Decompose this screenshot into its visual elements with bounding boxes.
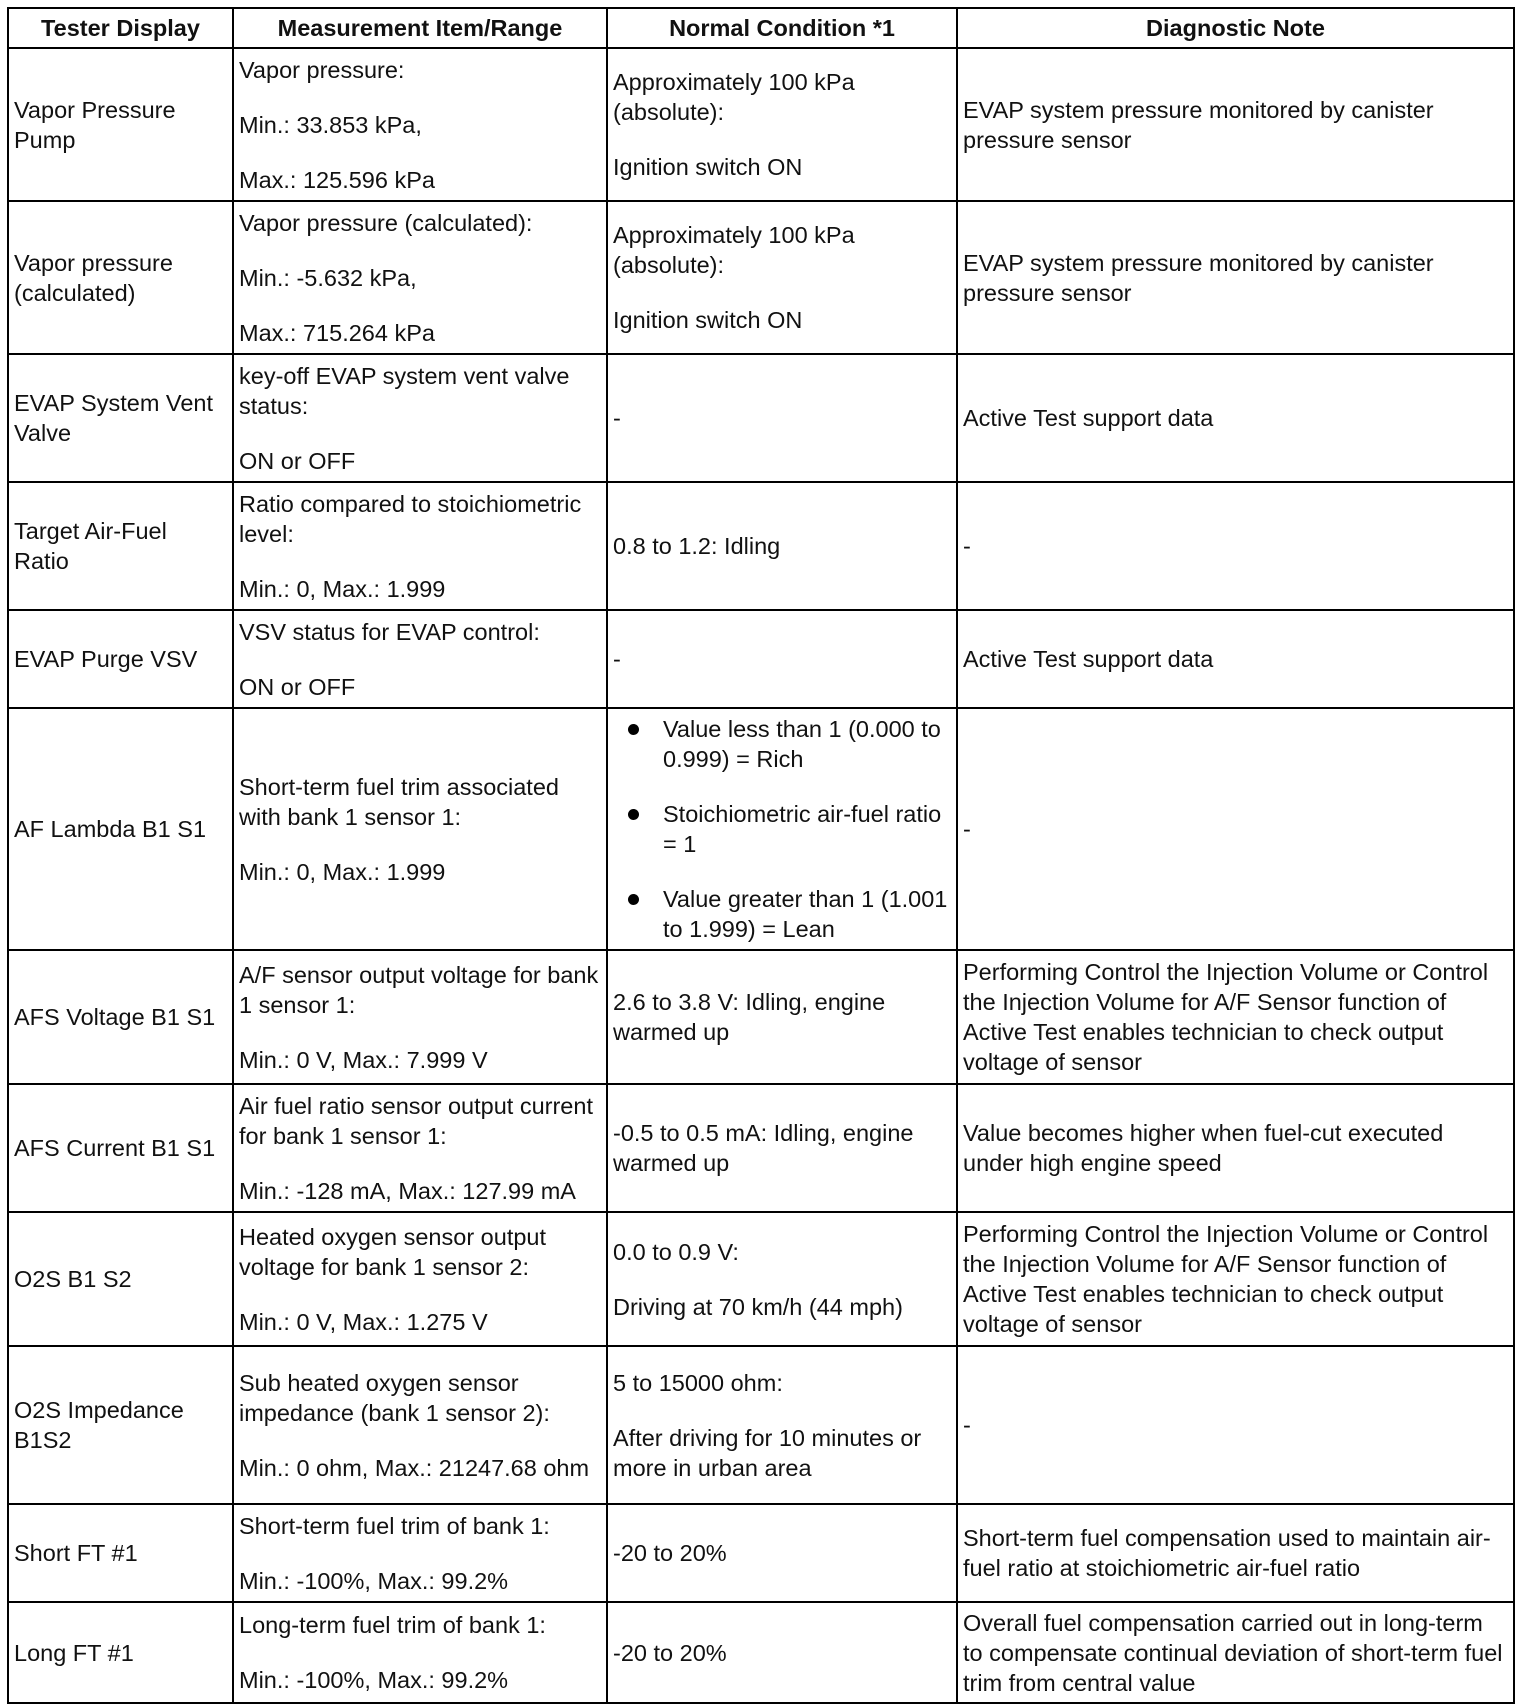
measurement-cell: key-off EVAP system vent valve status: ON or OFF (233, 354, 607, 482)
table-row (8, 1212, 1514, 1346)
diagnostic-note-cell: - (957, 1346, 1514, 1504)
measurement-cell: Vapor pressure (calculated): Min.: -5.632 kPa, Max.: 715.264 kPa (233, 201, 607, 354)
tester-display-cell: Long FT #1 (8, 1602, 233, 1703)
bullet-dot-icon (628, 809, 639, 820)
diagnostic-note-cell: - (957, 482, 1514, 610)
diagnostic-note-cell: Performing Control the Injection Volume or Control the Injection Volume for A/F Sensor function of Active Test enables technician to check output voltage of sensor (957, 1212, 1514, 1346)
tester-display-cell: Vapor Pressure Pump (8, 48, 233, 201)
tester-display-cell: Vapor pressure (calculated) (8, 201, 233, 354)
normal-condition-cell: 0.8 to 1.2: Idling (607, 482, 957, 610)
table-header-row (8, 8, 1514, 48)
diagnostic-note-cell: Overall fuel compensation carried out in long-term to compensate continual deviation of short-term fuel trim from central value (957, 1602, 1514, 1703)
table-row (8, 1084, 1514, 1212)
table-row (8, 354, 1514, 482)
diagnostic-note-cell: Active Test support data (957, 354, 1514, 482)
diagnostic-note-cell: Performing Control the Injection Volume or Control the Injection Volume for A/F Sensor function of Active Test enables technician to check output voltage of sensor (957, 950, 1514, 1084)
header-tester-display: Tester Display (8, 8, 233, 48)
tester-display-cell: O2S B1 S2 (8, 1212, 233, 1346)
bullet-dot-icon (628, 724, 639, 735)
normal-condition-cell: Approximately 100 kPa (absolute): Ignition switch ON (607, 48, 957, 201)
list-item: Stoichiometric air-fuel ratio = 1 (613, 799, 951, 859)
tester-display-cell: AF Lambda B1 S1 (8, 708, 233, 950)
measurement-cell: Sub heated oxygen sensor impedance (bank 1 sensor 2): Min.: 0 ohm, Max.: 21247.68 ohm (233, 1346, 607, 1504)
measurement-cell: Long-term fuel trim of bank 1: Min.: -100%, Max.: 99.2% (233, 1602, 607, 1703)
table-row (8, 1602, 1514, 1703)
normal-condition-cell: Approximately 100 kPa (absolute): Ignition switch ON (607, 201, 957, 354)
table-row (8, 708, 1514, 950)
diagnostic-note-cell: EVAP system pressure monitored by canister pressure sensor (957, 48, 1514, 201)
data-list-table (7, 7, 1515, 1704)
tester-display-cell: EVAP Purge VSV (8, 610, 233, 708)
normal-condition-cell: - (607, 610, 957, 708)
tester-display-cell: EVAP System Vent Valve (8, 354, 233, 482)
normal-condition-cell: 0.0 to 0.9 V: Driving at 70 km/h (44 mph) (607, 1212, 957, 1346)
diagnostic-note-cell: EVAP system pressure monitored by canister pressure sensor (957, 201, 1514, 354)
table-row (8, 1504, 1514, 1602)
normal-condition-bullets (613, 714, 951, 944)
table-row (8, 950, 1514, 1084)
diagnostic-note-cell: Short-term fuel compensation used to maintain air-fuel ratio at stoichiometric air-fuel ratio (957, 1504, 1514, 1602)
measurement-cell: Short-term fuel trim associated with bank 1 sensor 1: Min.: 0, Max.: 1.999 (233, 708, 607, 950)
diagnostic-note-cell: Active Test support data (957, 610, 1514, 708)
measurement-cell: Vapor pressure: Min.: 33.853 kPa, Max.: 125.596 kPa (233, 48, 607, 201)
document-page (7, 7, 1515, 1704)
tester-display-cell: AFS Voltage B1 S1 (8, 950, 233, 1084)
normal-condition-cell: - (607, 354, 957, 482)
table-row (8, 482, 1514, 610)
measurement-cell: A/F sensor output voltage for bank 1 sensor 1: Min.: 0 V, Max.: 7.999 V (233, 950, 607, 1084)
measurement-cell: VSV status for EVAP control: ON or OFF (233, 610, 607, 708)
normal-condition-cell: 5 to 15000 ohm: After driving for 10 minutes or more in urban area (607, 1346, 957, 1504)
measurement-cell: Air fuel ratio sensor output current for bank 1 sensor 1: Min.: -128 mA, Max.: 127.99 mA (233, 1084, 607, 1212)
normal-condition-cell: -0.5 to 0.5 mA: Idling, engine warmed up (607, 1084, 957, 1212)
diagnostic-note-cell: Value becomes higher when fuel-cut executed under high engine speed (957, 1084, 1514, 1212)
bullet-dot-icon (628, 894, 639, 905)
diagnostic-note-cell: - (957, 708, 1514, 950)
tester-display-cell: AFS Current B1 S1 (8, 1084, 233, 1212)
list-item: Value greater than 1 (1.001 to 1.999) = Lean (613, 884, 951, 944)
tester-display-cell: Target Air-Fuel Ratio (8, 482, 233, 610)
header-diagnostic-note: Diagnostic Note (957, 8, 1514, 48)
tester-display-cell: Short FT #1 (8, 1504, 233, 1602)
table-row (8, 48, 1514, 201)
normal-condition-cell: -20 to 20% (607, 1602, 957, 1703)
table-row (8, 1346, 1514, 1504)
measurement-cell: Ratio compared to stoichiometric level: Min.: 0, Max.: 1.999 (233, 482, 607, 610)
header-normal-condition: Normal Condition *1 (607, 8, 957, 48)
table-row (8, 201, 1514, 354)
measurement-cell: Heated oxygen sensor output voltage for bank 1 sensor 2: Min.: 0 V, Max.: 1.275 V (233, 1212, 607, 1346)
measurement-cell: Short-term fuel trim of bank 1: Min.: -100%, Max.: 99.2% (233, 1504, 607, 1602)
header-measurement-item: Measurement Item/Range (233, 8, 607, 48)
normal-condition-cell: -20 to 20% (607, 1504, 957, 1602)
list-item: Value less than 1 (0.000 to 0.999) = Rich (613, 714, 951, 774)
normal-condition-cell: 2.6 to 3.8 V: Idling, engine warmed up (607, 950, 957, 1084)
table-row (8, 610, 1514, 708)
tester-display-cell: O2S Impedance B1S2 (8, 1346, 233, 1504)
normal-condition-cell (607, 708, 957, 950)
